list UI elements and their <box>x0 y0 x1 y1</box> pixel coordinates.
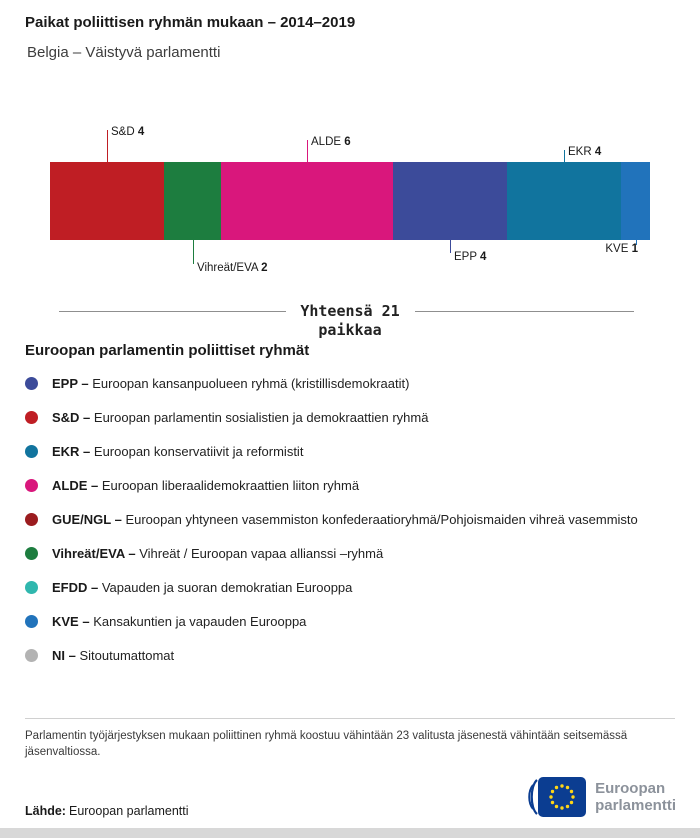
legend-dot <box>25 377 38 390</box>
bar-segment-vihreat-eva[interactable] <box>164 162 221 240</box>
ep-logo-text <box>595 780 676 814</box>
legend-item-kve <box>25 612 680 631</box>
bar-callout-line-ekr <box>564 150 565 162</box>
legend-item-ni <box>25 646 680 665</box>
legend-dot <box>25 513 38 526</box>
ep-flag-icon <box>528 776 586 818</box>
bar-label-ekr: EKR 4 <box>568 146 602 158</box>
page-title: Paikat poliittisen ryhmän mukaan – 2014–2019 <box>25 14 356 31</box>
legend-item-s-d <box>25 408 680 427</box>
bar-callout-line-alde <box>307 140 308 162</box>
legend-dot <box>25 479 38 492</box>
legend-dot <box>25 547 38 560</box>
legend-dot <box>25 445 38 458</box>
bar-label-epp: EPP 4 <box>454 251 487 263</box>
footnote: Parlamentin työjärjestyksen mukaan poliittinen ryhmä koostuu vähintään 23 valitusta jäsenestä vähintään seitsemässä jäsenvaltiossa. <box>25 730 628 758</box>
bar-segment-ekr[interactable] <box>507 162 621 240</box>
bar-callout-line-epp <box>450 240 451 253</box>
bar-segment-epp[interactable] <box>393 162 507 240</box>
bar-label-alde: ALDE 6 <box>311 136 351 148</box>
legend-item-text: EPP – Euroopan kansanpuolueen ryhmä (kristillisdemokraatit) <box>52 376 410 391</box>
total-seats-label <box>0 302 700 340</box>
legend-item-text: Vihreät/EVA – Vihreät / Euroopan vapaa allianssi –ryhmä <box>52 546 384 561</box>
legend-item-text: EKR – Euroopan konservatiivit ja reformistit <box>52 444 304 459</box>
ep-logo-text-line2: parlamentti <box>595 797 676 814</box>
legend-item-epp <box>25 374 680 393</box>
bar-label-vihreat-eva: Vihreät/EVA 2 <box>197 262 268 274</box>
source-label: Lähde: <box>25 804 66 818</box>
legend-item-text: S&D – Euroopan parlamentin sosialistien ja demokraattien ryhmä <box>52 410 429 425</box>
page-subtitle: Belgia – Väistyvä parlamentti <box>27 44 221 61</box>
legend-dot <box>25 411 38 424</box>
legend-item-ekr <box>25 442 680 461</box>
bar-segment-alde[interactable] <box>221 162 392 240</box>
bar-segment-kve[interactable] <box>621 162 650 240</box>
ep-logo-text-line1: Euroopan <box>595 780 666 797</box>
bar-label-kve: KVE 1 <box>605 243 638 255</box>
legend-item-text: NI – Sitoutumattomat <box>52 648 175 663</box>
legend-item-alde <box>25 476 680 495</box>
bar-callout-line-vihreat-eva <box>193 240 194 264</box>
ep-logo <box>528 776 676 818</box>
legend-item-efdd <box>25 578 680 597</box>
legend-item-text: GUE/NGL – Euroopan yhtyneen vasemmiston konfederaatioryhmä/Pohjoismaiden vihreä vasemmisto <box>52 512 638 527</box>
legend-item-text: KVE – Kansakuntien ja vapauden Eurooppa <box>52 614 307 629</box>
legend-item-gue-ngl <box>25 510 680 529</box>
source-value: Euroopan parlamentti <box>68 804 189 818</box>
legend <box>25 374 680 680</box>
bar-segment-sd[interactable] <box>50 162 164 240</box>
divider <box>25 718 675 719</box>
source-line <box>25 804 189 818</box>
bar-callout-line-sd <box>107 130 108 162</box>
total-seats-line2: paikkaa <box>318 321 382 339</box>
legend-item-vihre-t-eva <box>25 544 680 563</box>
legend-title: Euroopan parlamentin poliittiset ryhmät <box>25 342 310 359</box>
stacked-bar <box>50 162 650 240</box>
legend-item-text: ALDE – Euroopan liberaalidemokraattien liiton ryhmä <box>52 478 360 493</box>
legend-dot <box>25 615 38 628</box>
total-seats-line1: Yhteensä 21 <box>300 302 400 320</box>
legend-dot <box>25 581 38 594</box>
legend-dot <box>25 649 38 662</box>
legend-item-text: EFDD – Vapauden ja suoran demokratian Eurooppa <box>52 580 353 595</box>
bar-label-sd: S&D 4 <box>111 126 145 138</box>
bottom-strip <box>0 828 700 838</box>
